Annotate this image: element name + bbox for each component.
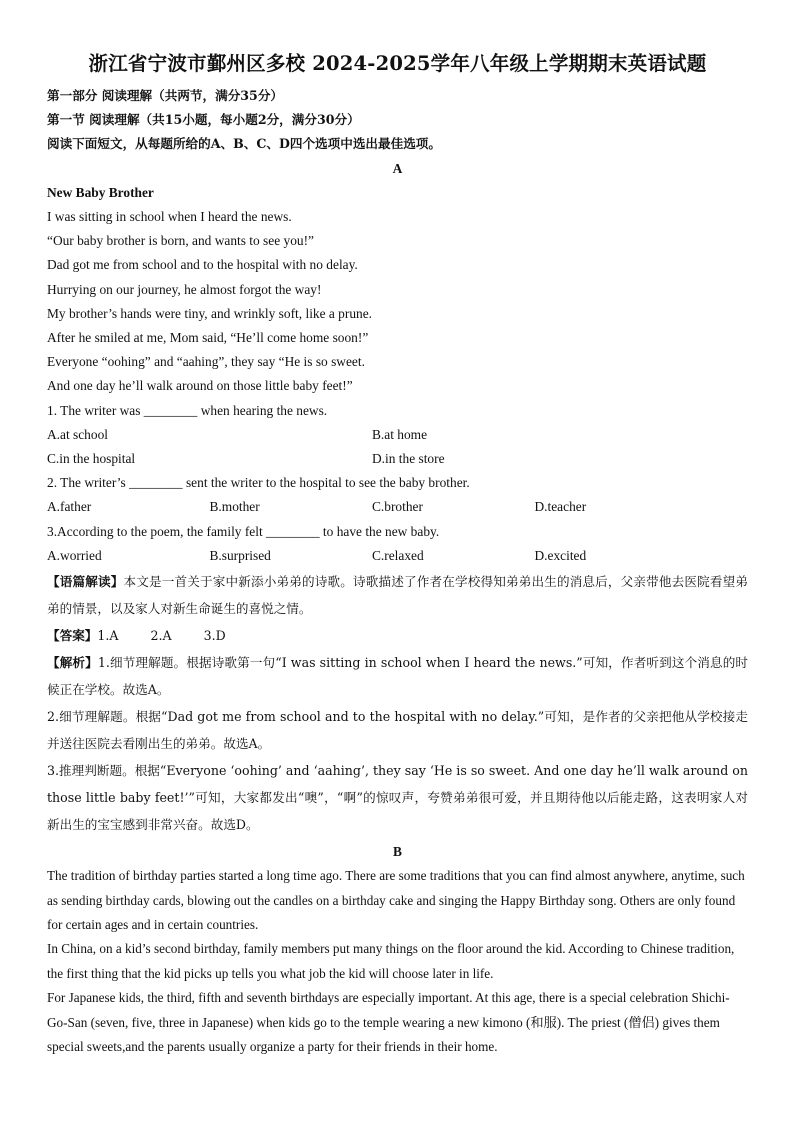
option-c: C.relaxed: [372, 547, 424, 563]
passage-b-paragraph: In China, on a kid’s second birthday, family members put many things on the floor around the kid. According to Chinese tradition, the first thing that the kid picks up tells you what job the kid will choose later in life.: [47, 941, 735, 981]
passage-b-paragraph: For Japanese kids, the third, fifth and seventh birthdays are especially important. At this age, there is a special celebration Shichi-Go-San (seven, five, three in Japanese) when kids go to the temple wearing a new kimono (和服). The priest (僧侣) gives them special sweets,and the parents usually organize a party for their friends in their home.: [47, 990, 730, 1055]
explanation-label: 【解析】: [47, 655, 98, 671]
question-2-options: [47, 495, 748, 519]
option-b: B.mother: [209, 499, 260, 515]
option-b: B.at home: [372, 426, 428, 442]
poem-line: And one day he’ll walk around on those little baby feet!”: [47, 378, 353, 394]
explanation-1: [47, 649, 748, 703]
option-b: B.surprised: [209, 547, 271, 563]
answer-text: 1.A 2.A 3.D: [97, 628, 226, 644]
option-d: D.in the store: [372, 451, 445, 467]
passage-b-paragraph: The tradition of birthday parties started a long time ago. There are some traditions that you can find almost anywhere, anytime, such as sending birthday cards, blowing out the candles on a birthday cake and singing the Happy Birthday song. Others are only found for certain ages and in certain countries.: [47, 868, 745, 933]
part-heading: 第一部分 阅读理解（共两节，满分35分）: [47, 88, 284, 103]
explanation-2: 2.细节理解题。根据“Dad got me from school and to the hospital with no delay.”可知，是作者的父亲把他从学校接走并送往医院去看刚出生的弟弟。故选A。: [47, 709, 748, 752]
passage-a-heading: New Baby Brother: [47, 184, 154, 200]
poem-line: Dad got me from school and to the hospital with no delay.: [47, 257, 358, 273]
passage-a-label: A: [392, 160, 403, 176]
passage-analysis: [47, 568, 748, 622]
poem-line: My brother’s hands were tiny, and wrinkly soft, like a prune.: [47, 305, 373, 321]
option-a: A.father: [47, 499, 92, 515]
passage-b-label: B: [393, 844, 402, 860]
exam-title: 浙江省宁波市鄞州区多校 2024-2025学年八年级上学期期末英语试题: [88, 52, 707, 75]
option-a: A.worried: [47, 547, 102, 563]
question-1-options-row2: [47, 447, 748, 471]
option-d: D.excited: [534, 547, 587, 563]
option-d: D.teacher: [534, 499, 587, 515]
explanation-3: 3.推理判断题。根据“Everyone ‘oohing’ and ‘aahing’, they say ‘He is so sweet. And one day he’ll walk around on those little baby feet!’”可知，大家都发出“噢”，“啊”的惊叹声，夸赞弟弟很可爱，并且期待他以后能走路，这表明家人对新出生的宝宝感到非常兴奋。故选D。: [47, 763, 748, 833]
answer-label: 【答案】: [47, 628, 98, 644]
poem-line: After he smiled at me, Mom said, “He’ll come home soon!”: [47, 330, 369, 346]
poem-line: “Our baby brother is born, and wants to see you!”: [47, 233, 314, 249]
question-1-options-row1: [47, 423, 748, 447]
analysis-text: 本文是一首关于家中新添小弟弟的诗歌。诗歌描述了作者在学校得知弟弟出生的消息后，父亲带他去医院看望弟弟的情景，以及家人对新生命诞生的喜悦之情。: [47, 574, 749, 617]
poem-line: I was sitting in school when I heard the news.: [47, 209, 292, 225]
poem-line: Hurrying on our journey, he almost forgot the way!: [47, 281, 322, 297]
question-1-stem: 1. The writer was ________ when hearing the news.: [47, 402, 328, 418]
option-a: A.at school: [47, 426, 108, 442]
question-2-stem: 2. The writer’s ________ sent the writer to the hospital to see the baby brother.: [47, 475, 470, 491]
answer-line: [47, 622, 748, 649]
poem-line: Everyone “oohing” and “aahing”, they say “He is so sweet.: [47, 354, 365, 370]
question-3-options: [47, 544, 748, 568]
analysis-label: 【语篇解读】: [47, 574, 124, 590]
explanation-1-text: 1.细节理解题。根据诗歌第一句“I was sitting in school when I heard the news.”可知，作者听到这个消息的时候正在学校。故选A。: [47, 655, 749, 698]
section-heading: 第一节 阅读理解（共15小题，每小题2分，满分30分）: [47, 112, 360, 128]
option-c: C.in the hospital: [47, 451, 136, 467]
question-3-stem: 3.According to the poem, the family felt ________ to have the new baby.: [47, 523, 440, 539]
instructions: 阅读下面短文，从每题所给的A、B、C、D四个选项中选出最佳选项。: [47, 136, 441, 152]
option-c: C.brother: [372, 499, 423, 515]
